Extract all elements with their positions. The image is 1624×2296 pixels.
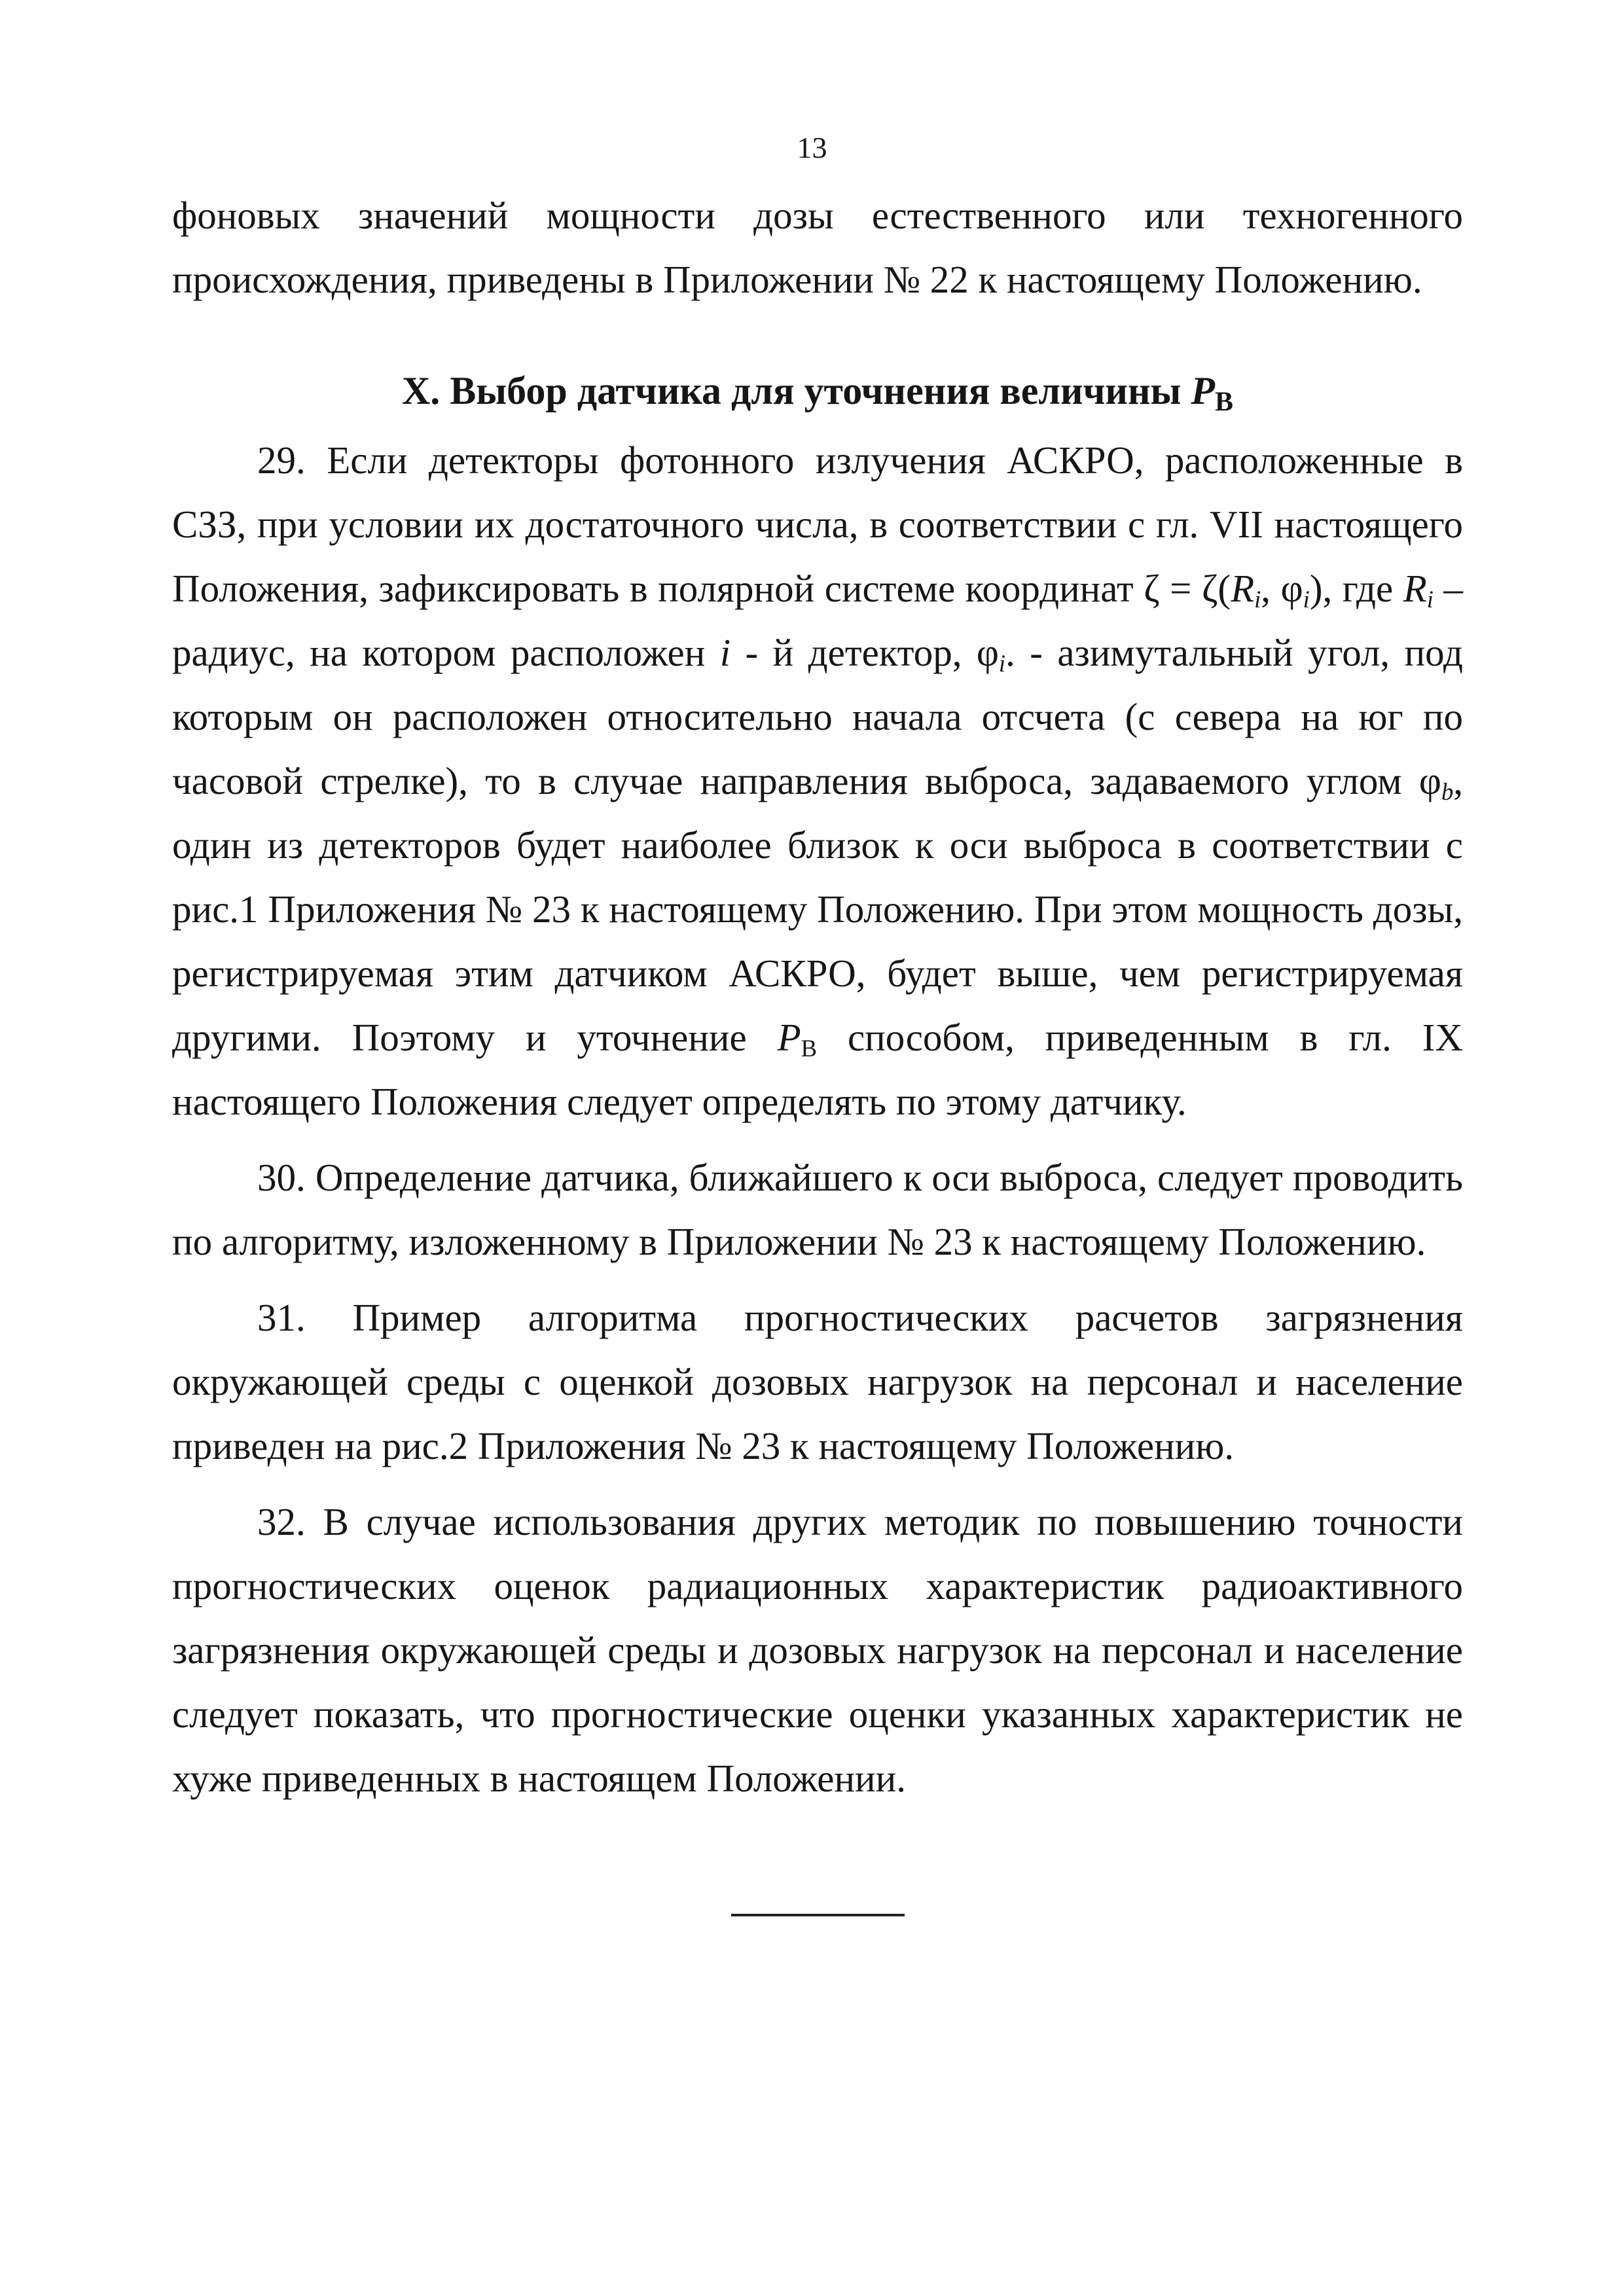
paragraph-29-subscript-i: i <box>1426 586 1434 613</box>
paragraph-29-subscript-i: i <box>998 650 1006 677</box>
paragraph-29-text-6: . - азимутальный угол, под которым он расположен относительно начала отсчета (с севера на юг по часовой стрелке), то в случае направления выброса, задаваемого углом φ <box>172 631 1463 802</box>
end-rule <box>731 1914 905 1916</box>
paragraph-29-text-3: ), где <box>1309 567 1403 610</box>
paragraph-29-symbol-p: P <box>777 1016 801 1059</box>
document-body <box>172 183 1463 1810</box>
paragraph-29-text-1: 29. Если детекторы фотонного излучения АСКРО, расположенные в СЗЗ, при условии их достаточного числа, в соответствии с гл. VII настоящего Положения, зафиксировать в полярной системе координат ζ = ζ( <box>172 439 1463 610</box>
paragraph-29-subscript-i: i <box>1303 586 1310 613</box>
paragraph-29-text-4: – радиус, на котором расположен <box>172 567 1464 674</box>
section-heading-symbol: P <box>1191 369 1216 412</box>
paragraph-29-subscript-i: i <box>1254 586 1261 613</box>
page-number: 13 <box>797 131 827 164</box>
paragraph-29-symbol-r: R <box>1231 567 1255 610</box>
paragraph-31: 31. Пример алгоритма прогностических расчетов загрязнения окружающей среды с оценкой дозовых нагрузок на персонал и население приведен на рис.2 Приложения № 23 к настоящему Положению. <box>172 1296 1463 1467</box>
intro-paragraph: фоновых значений мощности дозы естественного или техногенного происхождения, приведены в Приложении № 22 к настоящему Положению. <box>172 194 1463 301</box>
paragraph-29-text-2: , φ <box>1261 567 1303 610</box>
section-heading-title: X. Выбор датчика для уточнения величины <box>401 369 1191 412</box>
paragraph-29 <box>172 428 1463 1134</box>
paragraph-30: 30. Определение датчика, ближайшего к оси выброса, следует проводить по алгоритму, изложенному в Приложении № 23 к настоящему Положению. <box>172 1156 1463 1263</box>
section-heading-subscript: В <box>1215 387 1234 418</box>
paragraph-29-symbol-i: i <box>719 631 731 674</box>
paragraph-29-symbol-r: R <box>1403 567 1427 610</box>
paragraph-29-text-5: - й детектор, φ <box>731 631 999 674</box>
paragraph-29-text-8: способом, приведенным в гл. IX настоящего Положения следует определять по этому датчику. <box>172 1016 1463 1123</box>
section-heading <box>172 359 1463 423</box>
paragraph-29-subscript-b: b <box>1441 778 1454 806</box>
paragraph-29-text-7: , один из детекторов будет наиболее близок к оси выброса в соответствии с рис.1 Приложения № 23 к настоящему Положению. При этом мощность дозы, регистрируемая этим датчиком АСКРО, будет выше, чем регистрируемая другими. Поэтому и уточнение <box>172 759 1463 1059</box>
paragraph-32: 32. В случае использования других методик по повышению точности прогностических оценок радиационных характеристик радиоактивного загрязнения окружающей среды и дозовых нагрузок на персонал и население следует показать, что прогностические оценки указанных характеристик не хуже приведенных в настоящем Положении. <box>172 1500 1463 1800</box>
paragraph-29-subscript-v: В <box>801 1035 818 1062</box>
